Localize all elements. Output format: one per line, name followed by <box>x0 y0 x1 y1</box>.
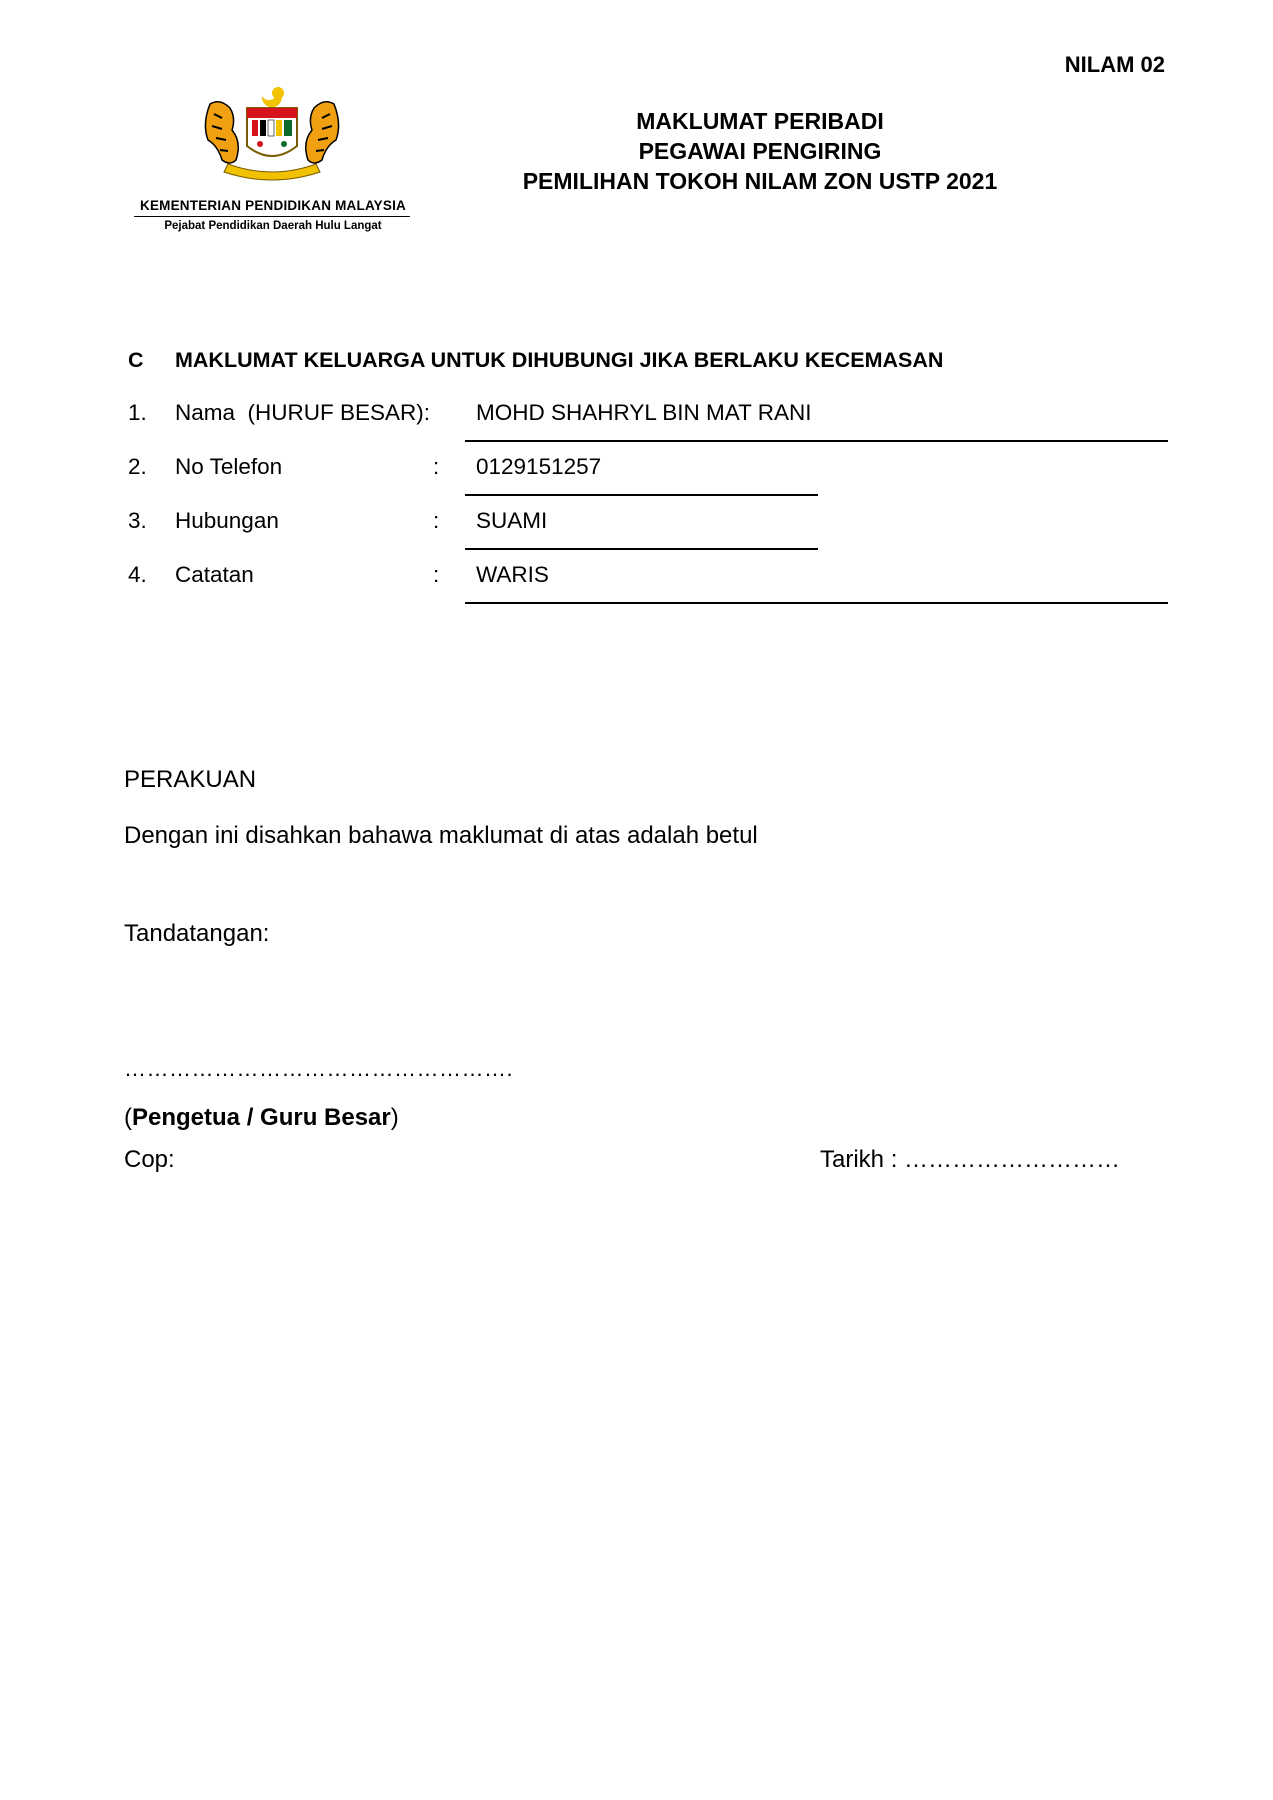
paren-open: ( <box>124 1104 132 1131</box>
doc-title-line-1: MAKLUMAT PERIBADI <box>636 108 884 134</box>
field-label: No Telefon <box>175 454 283 479</box>
field-label: Hubungan <box>175 508 279 533</box>
field-label: Catatan <box>175 562 254 587</box>
declaration-heading: PERAKUAN <box>124 766 257 793</box>
signer-role-text: Pengetua / Guru Besar <box>132 1104 391 1131</box>
phone-field[interactable]: 0129151257 <box>476 454 602 479</box>
signature-label: Tandatangan: <box>124 920 270 947</box>
row-number: 3. <box>128 508 147 533</box>
section-letter: C <box>128 348 144 372</box>
office-name: Pejabat Pendidikan Daerah Hulu Langat <box>164 220 382 232</box>
form-row-name <box>0 400 1273 440</box>
field-label: Nama (HURUF BESAR): <box>175 400 431 425</box>
form-code: NILAM 02 <box>1064 52 1165 77</box>
field-underline <box>465 494 818 496</box>
logo-divider <box>134 216 410 217</box>
relationship-field[interactable]: SUAMI <box>476 508 548 533</box>
field-colon: : <box>433 508 440 533</box>
ministry-name: KEMENTERIAN PENDIDIKAN MALAYSIA <box>140 198 406 213</box>
ministry-logo <box>128 80 418 240</box>
form-row-relationship <box>0 508 1273 548</box>
field-underline <box>465 602 1168 604</box>
date-label: Tarikh : ……………………… <box>820 1146 1121 1173</box>
stamp-label: Cop: <box>124 1146 175 1173</box>
row-number: 4. <box>128 562 147 587</box>
form-row-phone <box>0 454 1273 494</box>
notes-field[interactable]: WARIS <box>476 562 549 587</box>
signer-role <box>124 1104 399 1132</box>
name-field[interactable]: MOHD SHAHRYL BIN MAT RANI <box>476 400 812 425</box>
field-colon: : <box>433 454 440 479</box>
row-number: 1. <box>128 400 147 425</box>
doc-title-line-2: PEGAWAI PENGIRING <box>638 138 882 164</box>
field-underline <box>465 440 1168 442</box>
section-title: MAKLUMAT KELUARGA UNTUK DIHUBUNGI JIKA BERLAKU KECEMASAN <box>175 348 944 372</box>
declaration-statement: Dengan ini disahkan bahawa maklumat di atas adalah betul <box>124 822 758 849</box>
doc-title-line-3: PEMILIHAN TOKOH NILAM ZON USTP 2021 <box>522 168 998 194</box>
signature-line: ……………………………………………. <box>124 1056 514 1081</box>
field-underline <box>465 548 818 550</box>
form-row-notes <box>0 562 1273 602</box>
row-number: 2. <box>128 454 147 479</box>
field-colon: : <box>433 562 440 587</box>
coat-of-arms-icon <box>192 84 352 184</box>
paren-close: ) <box>390 1104 399 1131</box>
